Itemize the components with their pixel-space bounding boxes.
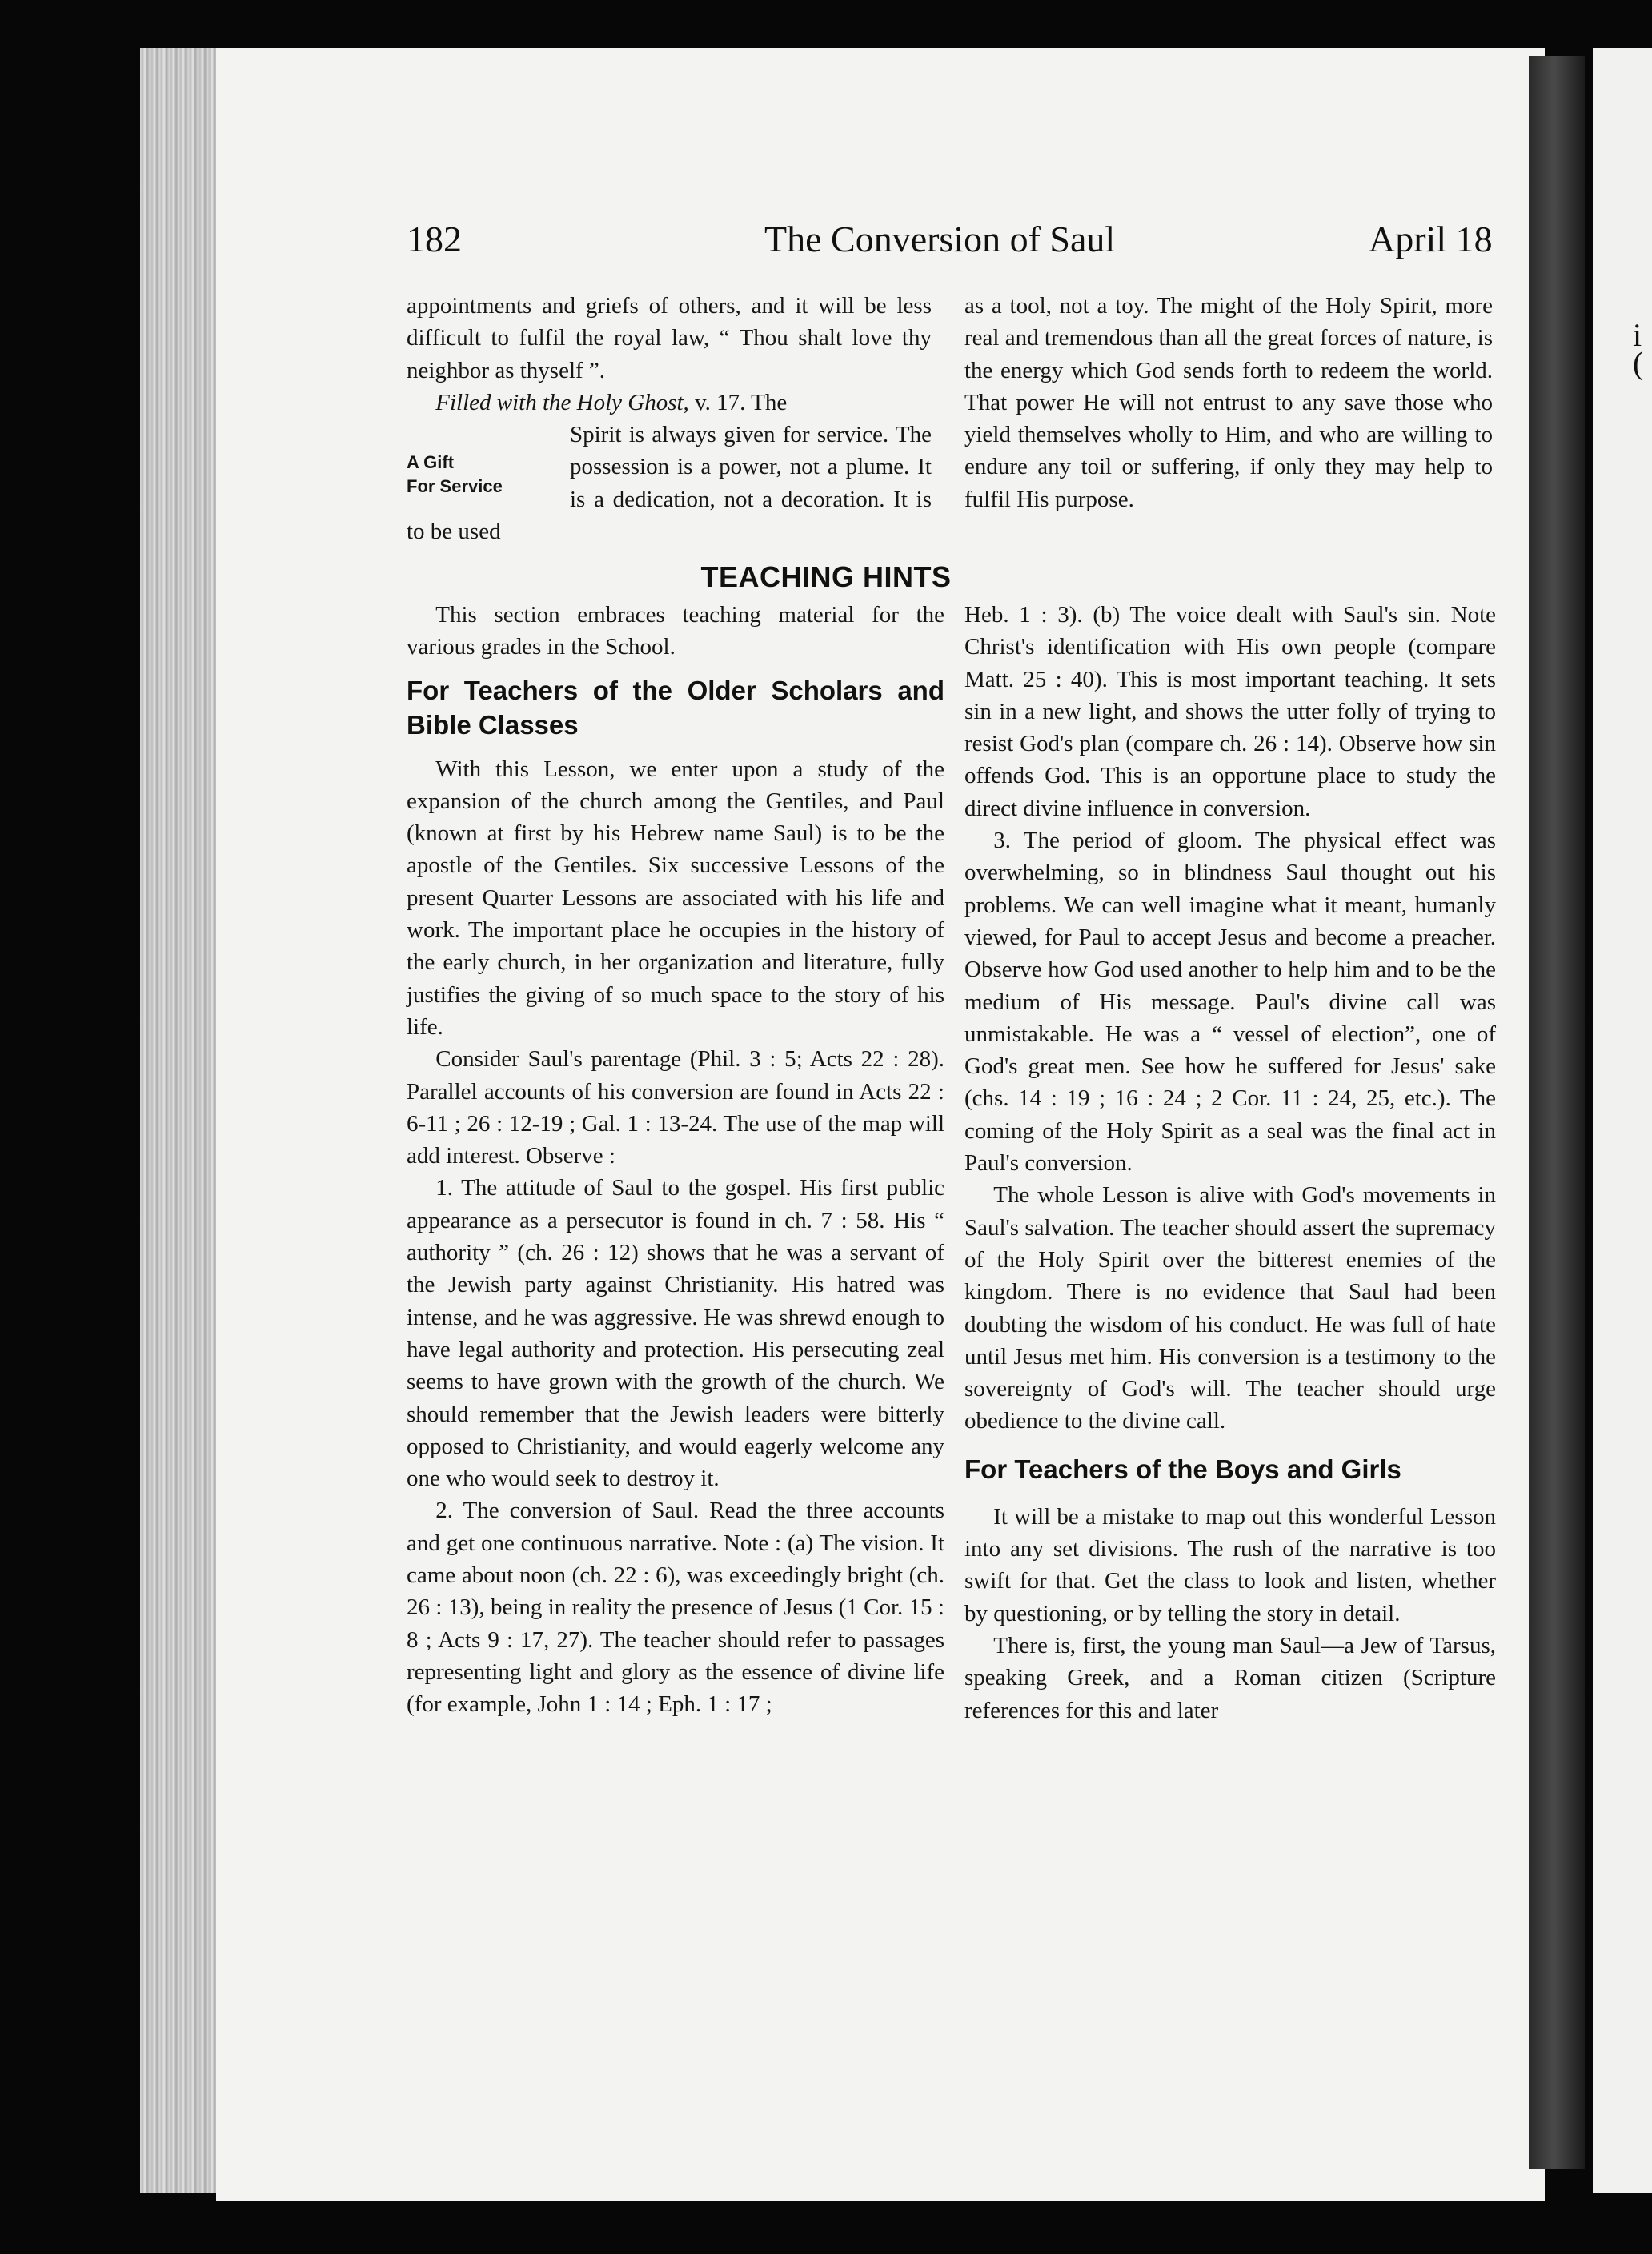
paragraph: The whole Lesson is alive with God's movements in Saul's salvation. The teacher should assert the supremacy of the Holy Spirit over the bitterest enemies of the kingdom. There is no evidence that Saul had been doubting the wisdom of his conduct. He was full of hate until Jesus met him. His conversion is a testimony to the sovereignty of God's will. The teacher should urge obedience to the divine call. bbox=[964, 1182, 1496, 1434]
running-title: The Conversion of Saul bbox=[764, 219, 1116, 259]
margin-note-line: A Gift bbox=[407, 452, 455, 473]
verse-number: v. 17. The bbox=[695, 389, 788, 415]
subheading: For Teachers of the Boys and Girls bbox=[964, 1454, 1401, 1484]
paragraph: 3. The period of gloom. The physical effect was overwhelming, so in blindness Saul thought out his problems. We can well imagine what it meant, humanly viewed, for Paul to accept Jesus and become a preacher. Observe how God used another to help him and to be the medium of His message. Paul's divine call was unmistakable. He was a “ vessel of election”, one of God's great men. See how he suffered for Jesus' sake (chs. 14 : 19 ; 16 : 24 ; 2 Cor. 11 : 24, 25, etc.). The coming of the Holy Spirit as a seal was the final act in Paul's conversion. bbox=[964, 828, 1496, 1177]
book-binding-shadow bbox=[1529, 56, 1585, 2169]
teaching-hints-left-column bbox=[407, 599, 944, 1721]
facing-page-mark: ( bbox=[1633, 345, 1644, 381]
margin-note bbox=[407, 422, 559, 511]
subheading: For Teachers of the Older Scholars and Bible Classes bbox=[407, 675, 944, 740]
page-edges-stack bbox=[140, 48, 228, 2193]
teaching-hints-right-column bbox=[964, 599, 1496, 1727]
intro-text: appointments and griefs of others, and it will be less difficult to fulfil the royal law, “ Thou shalt love thy neighbor as thyself ”. bbox=[407, 293, 932, 383]
paragraph: It will be a mistake to map out this wonderful Lesson into any set divisions. The rush of the narrative is too swift for that. Get the class to look and listen, whether by questioning, or by telling the story in detail. bbox=[964, 1503, 1496, 1626]
paragraph: There is, first, the young man Saul—a Jew of Tarsus, speaking Greek, and a Roman citizen (Scripture references for this and later bbox=[964, 1632, 1496, 1723]
paragraph bbox=[407, 419, 932, 547]
paragraph bbox=[407, 387, 932, 419]
section-heading: TEACHING HINTS bbox=[700, 560, 952, 593]
intro-text: Spirit is always given for service. The possession is a power, not a plume. It is a dedication, not a decoration. It is to be used bbox=[407, 422, 932, 545]
paragraph: With this Lesson, we enter upon a study of the expansion of the church among the Gentiles, and Paul (known at first by his Hebrew name Saul) is to be the apostle of the Gentiles. Six successive Lessons of the present Quarter Lessons are associated with his life and work. The important place he occupies in the history of the early church, in her organization and literature, fully justifies the giving of so much space to the story of his life. bbox=[407, 756, 944, 1040]
paragraph: 1. The attitude of Saul to the gospel. His first public appearance as a persecutor is found in ch. 7 : 58. His “ authority ” (ch. 26 : 12) shows that he was a servant of the Jewish party against Christianity. His hatred was intense, and he was aggressive. He was shrewd enough to have legal authority and protection. His persecuting zeal seems to have grown with the growth of the church. We should remember that the Jewish leaders were bitterly opposed to Christianity, and would eagerly welcome any one who would seek to destroy it. bbox=[407, 1175, 944, 1492]
paragraph: This section embraces teaching material for the various grades in the School. bbox=[407, 602, 944, 660]
facing-page-mark: i bbox=[1633, 317, 1642, 353]
intro-left-column bbox=[407, 290, 932, 547]
issue-date: April 18 bbox=[1369, 219, 1493, 259]
paragraph: as a tool, not a toy. The might of the Holy Spirit, more real and tremendous than all the great forces of nature, is the energy which God sends forth to redeem the world. That power He will not entrust to any save those who yield themselves wholly to Him, and who are willing to endure any toil or suffering, if only they may help to fulfil His purpose. bbox=[964, 293, 1493, 512]
margin-note-line: For Service bbox=[407, 476, 503, 497]
intro-right-column bbox=[964, 290, 1493, 515]
paragraph: Consider Saul's parentage (Phil. 3 : 5; Acts 22 : 28). Parallel accounts of his conversion are found in Acts 22 : 6-11 ; 26 : 12-19 ; Gal. 1 : 13-24. The use of the map will add interest. Observe : bbox=[407, 1046, 944, 1169]
page-number: 182 bbox=[407, 219, 462, 259]
paragraph bbox=[407, 290, 932, 387]
paragraph: Heb. 1 : 3). (b) The voice dealt with Saul's sin. Note Christ's identification with His own people (compare Matt. 25 : 40). This is most important teaching. It sets sin in a new light, and shows the utter folly of trying to resist God's plan (compare ch. 26 : 14). Observe how sin offends God. This is an opportune place to study the direct divine influence in conversion. bbox=[964, 602, 1496, 821]
paragraph: 2. The conversion of Saul. Read the three accounts and get one continuous narrative. Note : (a) The vision. It came about noon (ch. 22 : 6), was exceedingly bright (ch. 26 : 13), being in reality the presence of Jesus (1 Cor. 15 : 8 ; Acts 9 : 17, 27). The teacher should refer to passages representing light and glory as the essence of divine life (for example, John 1 : 14 ; Eph. 1 : 17 ; bbox=[407, 1498, 944, 1718]
verse-reference-italic: Filled with the Holy Ghost, bbox=[435, 389, 689, 415]
